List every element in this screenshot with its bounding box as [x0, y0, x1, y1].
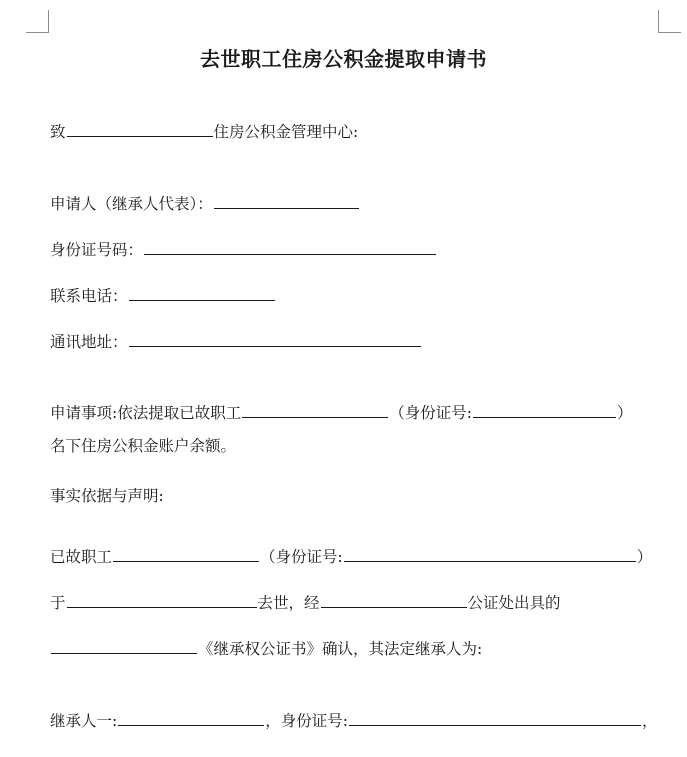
facts-deceased-label: 已故职工	[50, 548, 113, 566]
death-date-blank[interactable]	[67, 592, 257, 608]
phone-label: 联系电话：	[50, 287, 128, 305]
notary-office-blank[interactable]	[321, 592, 467, 608]
facts-date-prefix: 于	[50, 594, 66, 612]
document-title: 去世职工住房公积金提取申请书	[200, 47, 487, 71]
applicant-line	[50, 193, 360, 215]
applicant-blank[interactable]	[214, 193, 359, 209]
address-label: 通讯地址：	[50, 333, 128, 351]
facts-line-1	[50, 546, 652, 568]
phone-blank[interactable]	[129, 285, 275, 301]
facts-line-2	[50, 592, 561, 614]
heir-1-line	[50, 710, 657, 732]
deceased-id-blank[interactable]	[473, 402, 616, 418]
address-line	[50, 331, 422, 353]
id-number-label: 身份证号码：	[50, 241, 144, 259]
heir-1-label: 继承人一:	[50, 712, 118, 730]
applicant-label: 申请人（继承人代表）：	[50, 195, 213, 213]
matter-label: 申请事项:依法提取已故职工	[50, 404, 242, 422]
phone-line	[50, 285, 276, 307]
facts-id-close: ）	[636, 548, 653, 566]
address-blank[interactable]	[129, 331, 421, 347]
matter-line	[50, 402, 632, 424]
heir-1-id-label: ，身份证号:	[265, 712, 348, 730]
facts-id-open: （身份证号:	[260, 548, 343, 566]
salutation-line	[50, 121, 358, 143]
deceased-name-blank[interactable]	[242, 402, 388, 418]
id-number-blank[interactable]	[144, 239, 436, 255]
matter-id-open: （身份证号:	[389, 404, 472, 422]
page-corner-mark-left	[26, 10, 49, 33]
heir-1-name-blank[interactable]	[118, 710, 264, 726]
facts-notary-text: 公证处出具的	[467, 594, 561, 612]
heir-1-id-blank[interactable]	[349, 710, 641, 726]
facts-line-3	[50, 638, 482, 660]
facts-heading: 事实依据与声明:	[50, 487, 164, 505]
id-number-line	[50, 239, 437, 261]
salutation-prefix: 致	[50, 123, 66, 141]
salutation-suffix: 住房公积金管理中心:	[213, 123, 359, 141]
heir-1-end: ，	[641, 712, 658, 730]
facts-certificate-text: 《继承权公证书》确认，其法定继承人为:	[198, 640, 483, 658]
facts-death-text: 去世，经	[257, 594, 320, 612]
facts-deceased-id-blank[interactable]	[344, 546, 636, 562]
facts-deceased-name-blank[interactable]	[113, 546, 259, 562]
matter-continuation: 名下住房公积金账户余额。	[50, 437, 237, 455]
certificate-number-blank[interactable]	[51, 638, 197, 654]
page-corner-mark-right	[658, 10, 681, 33]
matter-id-close: ）	[616, 404, 633, 422]
center-name-blank[interactable]	[67, 121, 213, 137]
